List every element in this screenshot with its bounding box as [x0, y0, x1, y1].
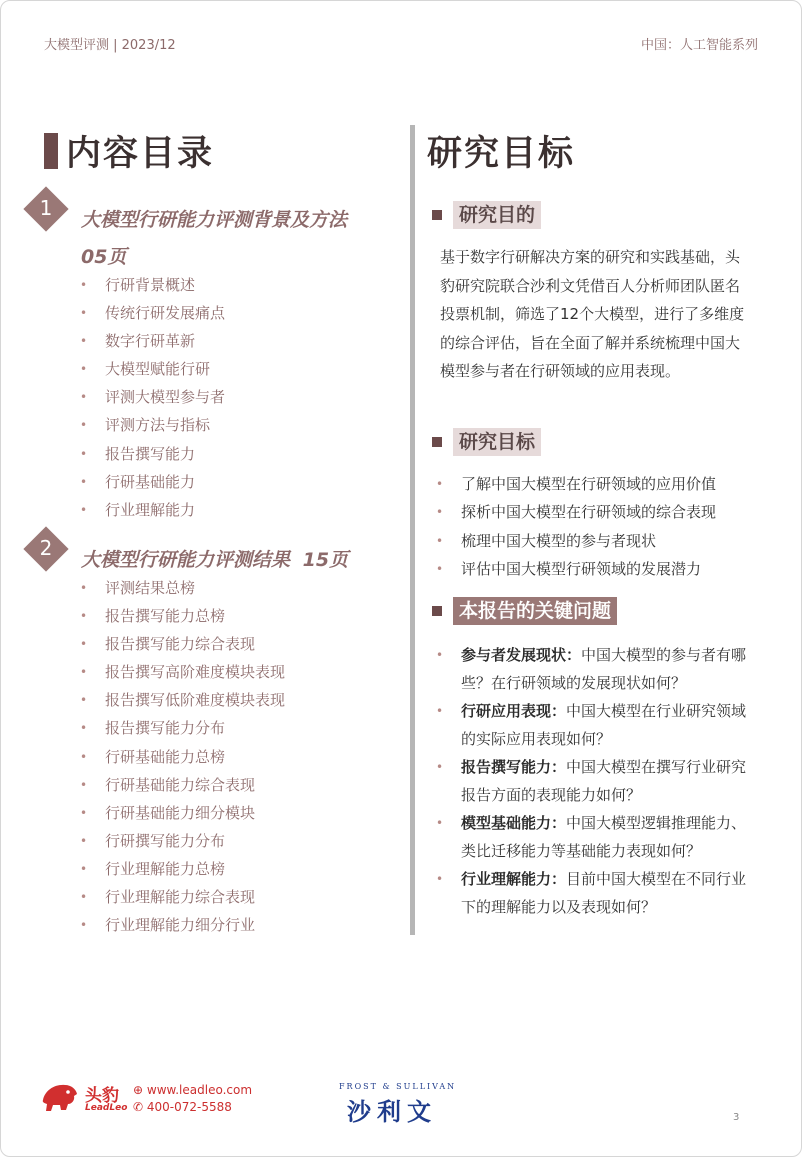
list-item-text: 报告撰写能力分布: [105, 719, 226, 738]
bullet-icon: •: [80, 918, 88, 933]
column-divider: [410, 125, 415, 935]
purpose-text: 基于数字行研解决方案的研究和实践基础，头豹研究院联合沙利文凭借百人分析师团队匿名投票机制，筛选了12个大模型，进行了多维度的综合评估，旨在全面了解并系统梳理中国大模型参与者在行研领域的应用表现。: [440, 248, 745, 380]
frost-sullivan-chinese: 沙利文: [347, 1098, 437, 1126]
leadleo-name: 头豹: [85, 1086, 119, 1106]
list-item[interactable]: [80, 855, 285, 883]
list-item-text: 了解中国大模型在行研领域的应用价值: [461, 475, 717, 493]
leadleo-sub: LeadLeo: [85, 1103, 128, 1113]
question-item: [436, 865, 750, 921]
list-item[interactable]: [80, 411, 225, 439]
list-item[interactable]: [80, 714, 285, 742]
bullet-icon: •: [80, 362, 88, 377]
header-right: 中国：人工智能系列: [640, 38, 758, 53]
purpose-square: [432, 210, 442, 220]
question-term: 行业理解能力：: [461, 870, 567, 888]
objectives-list: [436, 470, 766, 583]
section-1-heading[interactable]: 大模型行研能力评测背景及方法: [81, 209, 348, 231]
list-item[interactable]: [80, 327, 225, 355]
question-text: 中国大模型在撰写行业研究报告方面的表现能力如何？: [461, 758, 747, 804]
list-item[interactable]: [80, 496, 225, 524]
bullet-icon: •: [80, 833, 88, 848]
list-item[interactable]: [80, 299, 225, 327]
list-item-text: 行研撰写能力分布: [105, 831, 226, 850]
questions-label: 本报告的关键问题: [453, 597, 617, 625]
bullet-icon: •: [80, 805, 88, 820]
question-item: [436, 641, 750, 697]
question-item: [436, 809, 750, 865]
page-number: 3: [733, 1112, 740, 1123]
list-item-text: 报告撰写能力综合表现: [105, 635, 256, 654]
bullet-icon: •: [80, 749, 88, 764]
list-item-text: 探析中国大模型在行研领域的综合表现: [461, 503, 717, 522]
questions-list: [436, 641, 750, 921]
section-2-page: 15页: [302, 549, 349, 571]
list-item[interactable]: [80, 468, 225, 496]
question-term: 行研应用表现：: [461, 702, 567, 720]
website-text: www.leadleo.com: [146, 1083, 253, 1097]
toc-title: 内容目录: [66, 134, 215, 174]
bullet-icon: •: [436, 533, 444, 548]
bullet-icon: •: [436, 561, 444, 576]
list-item[interactable]: [80, 383, 225, 411]
bullet-icon: •: [80, 390, 88, 405]
bullet-icon: •: [80, 418, 88, 433]
list-item: [436, 470, 766, 498]
list-item-text: 大模型赋能行研: [105, 360, 211, 379]
list-item-text: 评测大模型参与者: [105, 388, 226, 407]
list-item-text: 传统行研发展痛点: [105, 304, 226, 323]
phone-contact: [133, 1100, 232, 1114]
phone-text: 400-072-5588: [146, 1100, 232, 1114]
bullet-icon: •: [436, 704, 444, 718]
bullet-icon: •: [80, 665, 88, 680]
list-item-text: 行业理解能力细分行业: [105, 916, 256, 935]
list-item[interactable]: [80, 743, 285, 771]
list-item-text: 行研基础能力: [105, 472, 196, 491]
list-item[interactable]: [80, 686, 285, 714]
questions-square: [432, 606, 442, 616]
goals-title: 研究目标: [427, 134, 576, 174]
question-text: 中国大模型逻辑推理能力、类比迁移能力等基础能力表现如何？: [461, 814, 747, 860]
list-item[interactable]: [80, 271, 225, 299]
bullet-icon: •: [80, 334, 88, 349]
list-item[interactable]: [80, 658, 285, 686]
bullet-icon: •: [436, 872, 444, 886]
list-item-text: 报告撰写能力总榜: [105, 607, 226, 626]
list-item-text: 评估中国大模型行研领域的发展潜力: [461, 559, 702, 578]
list-item-text: 行业理解能力总榜: [105, 859, 226, 878]
bullet-icon: •: [80, 474, 88, 489]
list-item-text: 评测结果总榜: [105, 579, 196, 597]
bullet-icon: •: [436, 648, 444, 662]
header-left: 大模型评测 | 2023/12: [44, 38, 176, 53]
list-item: [436, 555, 766, 583]
section-2-number: 2: [39, 536, 53, 560]
question-text: 中国大模型的参与者有哪些？在行研领域的发展现状如何？: [461, 646, 747, 692]
list-item[interactable]: [80, 574, 285, 602]
list-item[interactable]: [80, 602, 285, 630]
objectives-square: [432, 437, 442, 447]
list-item: [436, 498, 766, 526]
purpose-label: 研究目的: [453, 201, 541, 229]
bullet-icon: •: [80, 693, 88, 708]
bullet-icon: •: [436, 816, 444, 830]
globe-icon: ⊕: [133, 1083, 144, 1097]
objectives-label: 研究目标: [453, 428, 541, 456]
list-item: [436, 527, 766, 555]
list-item-text: 数字行研革新: [105, 332, 196, 351]
question-text: 中国大模型在行业研究领域的实际应用表现如何？: [461, 702, 747, 748]
list-item-text: 行研基础能力总榜: [105, 747, 226, 766]
list-item-text: 行业理解能力: [105, 500, 196, 519]
section-2-heading[interactable]: [81, 545, 348, 572]
section-1-number: 1: [39, 196, 53, 220]
toc-title-bar: [44, 133, 58, 169]
list-item-text: 行研背景概述: [105, 276, 196, 294]
list-item[interactable]: [80, 883, 285, 911]
list-item[interactable]: [80, 799, 285, 827]
bullet-icon: •: [436, 505, 444, 520]
website-link[interactable]: [133, 1083, 252, 1097]
bullet-icon: •: [436, 477, 444, 491]
section-1-list: [80, 271, 225, 524]
section-1-page: 05页: [81, 246, 127, 268]
list-item-text: 报告撰写低阶难度模块表现: [105, 691, 286, 710]
list-item-text: 报告撰写能力: [105, 444, 196, 463]
bullet-icon: •: [80, 609, 88, 624]
bullet-icon: •: [436, 760, 444, 774]
frost-sullivan-wordmark: FROST & SULLIVAN: [339, 1082, 457, 1091]
bullet-icon: •: [80, 581, 88, 595]
question-item: [436, 753, 750, 809]
question-term: 报告撰写能力：: [461, 758, 567, 776]
bullet-icon: •: [80, 637, 88, 652]
list-item[interactable]: [80, 355, 225, 383]
bullet-icon: •: [80, 502, 88, 517]
list-item[interactable]: [80, 440, 225, 468]
bullet-icon: •: [80, 721, 88, 736]
list-item[interactable]: [80, 771, 285, 799]
list-item[interactable]: [80, 827, 285, 855]
list-item-text: 行业理解能力综合表现: [105, 888, 256, 907]
list-item-text: 梳理中国大模型的参与者现状: [461, 531, 657, 550]
list-item[interactable]: [80, 911, 285, 939]
list-item-text: 行研基础能力细分模块: [105, 803, 256, 822]
phone-icon: ✆: [133, 1100, 144, 1114]
bullet-icon: •: [80, 278, 88, 292]
bullet-icon: •: [80, 777, 88, 792]
list-item-text: 行研基础能力综合表现: [105, 775, 256, 794]
bullet-icon: •: [80, 306, 88, 321]
leadleo-logo-icon: [41, 1080, 79, 1114]
question-term: 模型基础能力：: [461, 814, 567, 832]
question-term: 参与者发展现状：: [461, 646, 582, 664]
list-item[interactable]: [80, 630, 285, 658]
list-item-text: 评测方法与指标: [105, 416, 211, 435]
bullet-icon: •: [80, 446, 88, 461]
question-item: [436, 697, 750, 753]
section-2-list: [80, 574, 285, 939]
section-2-heading-text: 大模型行研能力评测结果: [81, 549, 291, 571]
bullet-icon: •: [80, 861, 88, 876]
bullet-icon: •: [80, 890, 88, 905]
list-item-text: 报告撰写高阶难度模块表现: [105, 663, 286, 682]
question-text: 目前中国大模型在不同行业下的理解能力以及表现如何？: [461, 870, 747, 916]
